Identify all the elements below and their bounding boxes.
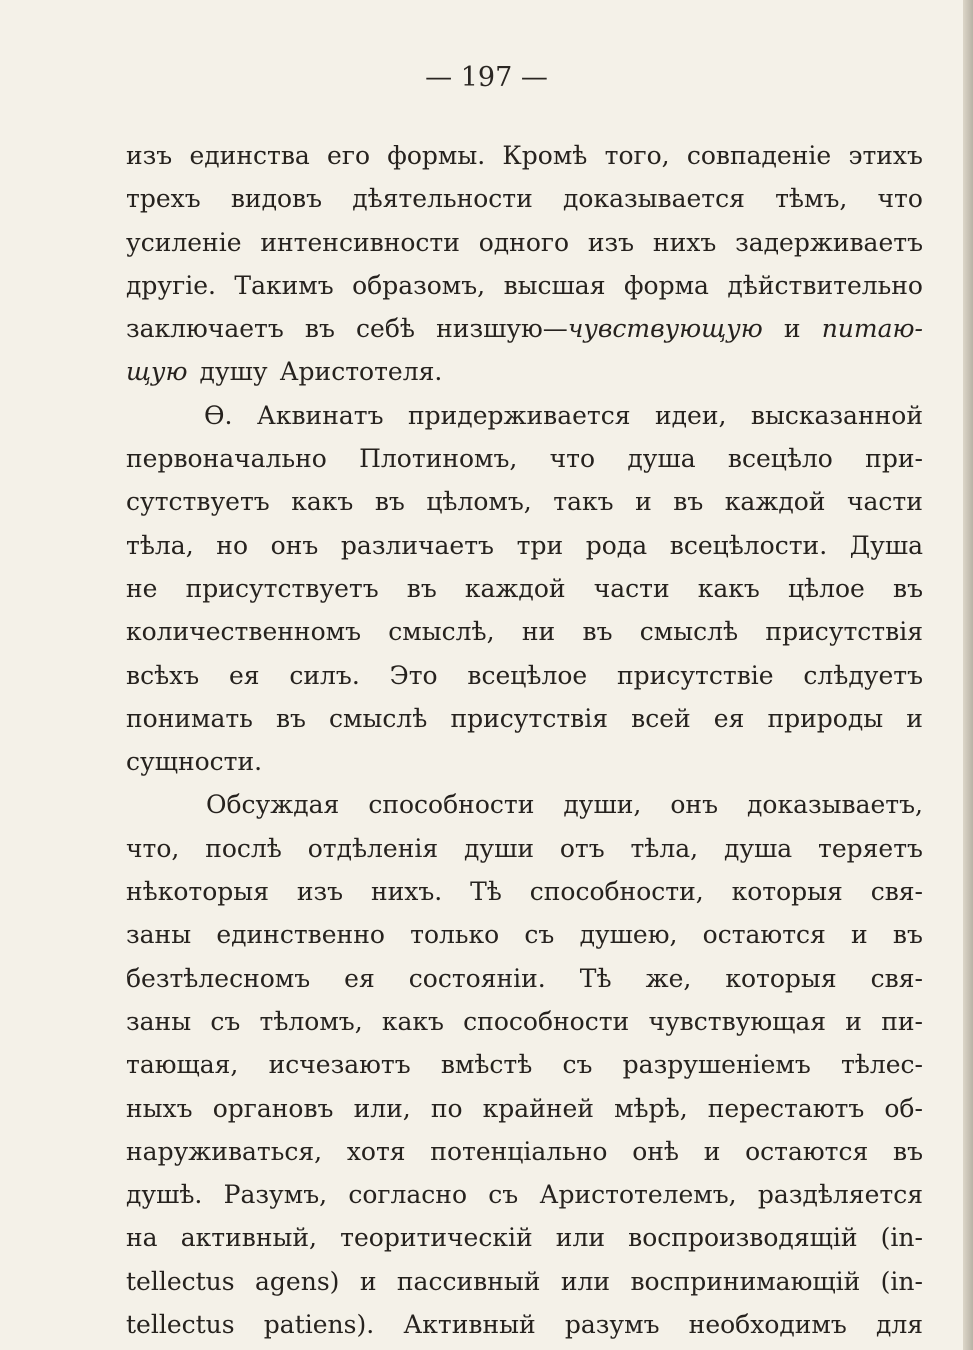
text-line bbox=[126, 1087, 923, 1130]
word: остаются bbox=[745, 1136, 869, 1166]
word: для bbox=[875, 1310, 923, 1340]
word: въ bbox=[673, 487, 704, 517]
word: только bbox=[410, 920, 500, 950]
word-group bbox=[436, 307, 763, 350]
word: доказываетъ, bbox=[747, 790, 923, 820]
word: разумъ bbox=[564, 1310, 660, 1340]
word: свя- bbox=[870, 963, 923, 993]
word: способности bbox=[368, 790, 535, 820]
word: крайней bbox=[482, 1093, 594, 1123]
word: онѣ bbox=[632, 1136, 679, 1166]
word: отъ bbox=[559, 833, 605, 863]
word: или bbox=[555, 1223, 605, 1253]
word: части bbox=[593, 573, 670, 603]
word: количественномъ bbox=[126, 617, 361, 647]
word: и bbox=[359, 1266, 377, 1296]
word: об- bbox=[884, 1093, 923, 1123]
text-line bbox=[126, 1000, 923, 1043]
text-line bbox=[126, 740, 923, 783]
word: сутствуетъ bbox=[126, 487, 270, 517]
text-line bbox=[126, 783, 923, 826]
word: по bbox=[430, 1093, 463, 1123]
text-line bbox=[126, 134, 923, 177]
word: Тѣ bbox=[579, 963, 612, 993]
word: нѣкоторыя bbox=[126, 877, 269, 907]
word: силъ. bbox=[289, 660, 360, 690]
word: въ bbox=[275, 703, 306, 733]
word: понимать bbox=[126, 703, 253, 733]
word: Аквинатъ bbox=[256, 400, 384, 430]
word: заключаетъ bbox=[126, 314, 284, 344]
word: слѣдуетъ bbox=[803, 660, 923, 690]
word: изъ bbox=[296, 877, 344, 907]
word: воспринимающій bbox=[630, 1266, 861, 1296]
word: способности, bbox=[529, 877, 704, 907]
word: въ bbox=[582, 617, 613, 647]
text-line bbox=[126, 1130, 923, 1173]
text-line bbox=[126, 394, 923, 437]
word: души bbox=[464, 833, 535, 863]
word: активный, bbox=[180, 1223, 318, 1253]
word: чувствующая bbox=[648, 1006, 827, 1036]
word: или bbox=[560, 1266, 611, 1296]
text-line bbox=[126, 1260, 923, 1303]
word: и bbox=[635, 487, 652, 517]
word: состояніи. bbox=[408, 963, 546, 993]
word: единственно bbox=[216, 920, 385, 950]
word: и bbox=[851, 920, 868, 950]
word: tellectus bbox=[126, 1310, 235, 1340]
word: этихъ bbox=[848, 141, 923, 170]
word: дѣятельности bbox=[352, 184, 533, 214]
word: идеи, bbox=[654, 400, 727, 430]
word: patiens). bbox=[263, 1310, 375, 1340]
word: ни bbox=[521, 617, 556, 647]
word: заны bbox=[126, 920, 192, 950]
word: природы bbox=[767, 703, 884, 733]
text-line bbox=[126, 913, 923, 956]
word: безтѣлесномъ bbox=[126, 963, 311, 993]
word: (in- bbox=[880, 1223, 923, 1253]
word: Плотиномъ, bbox=[359, 444, 518, 474]
text-line bbox=[126, 177, 923, 220]
word: видовъ bbox=[230, 184, 323, 214]
word: же, bbox=[645, 963, 692, 993]
word: присутствія bbox=[765, 617, 923, 647]
word: образомъ, bbox=[352, 270, 486, 300]
word: онъ bbox=[270, 530, 319, 560]
text-line bbox=[126, 480, 923, 523]
word: части bbox=[846, 487, 923, 517]
word: органовъ bbox=[212, 1093, 334, 1123]
text-line bbox=[126, 1303, 923, 1346]
word: форма bbox=[623, 270, 709, 300]
word: и bbox=[783, 314, 801, 344]
word: свя- bbox=[870, 877, 923, 907]
word: воспроизводящій bbox=[628, 1223, 858, 1253]
word: душею, bbox=[579, 920, 678, 950]
word: Разумъ, bbox=[223, 1180, 328, 1210]
word: тѣломъ, bbox=[259, 1006, 363, 1036]
word: способности bbox=[463, 1006, 630, 1036]
word: какъ bbox=[291, 487, 354, 517]
word: изъ bbox=[126, 141, 173, 170]
word: душѣ. bbox=[126, 1180, 203, 1210]
italic-word: питаю- bbox=[821, 314, 923, 344]
word: (in- bbox=[880, 1266, 923, 1296]
page-edge bbox=[963, 0, 973, 1350]
word: смыслѣ, bbox=[388, 617, 495, 647]
word: души, bbox=[563, 790, 642, 820]
word: нихъ. bbox=[370, 877, 443, 907]
word: изъ bbox=[587, 227, 635, 257]
italic-word: чувствующую bbox=[567, 314, 763, 344]
word: исчезаютъ bbox=[268, 1050, 411, 1080]
word: какъ bbox=[381, 1006, 444, 1036]
word: согласно bbox=[348, 1180, 467, 1210]
word: ныхъ bbox=[126, 1093, 193, 1123]
word: не bbox=[126, 573, 158, 603]
word: Ѳ. bbox=[204, 400, 233, 430]
word: тѣла, bbox=[126, 530, 194, 560]
word: въ bbox=[893, 1136, 923, 1166]
text-line bbox=[126, 957, 923, 1000]
word: tellectus bbox=[126, 1266, 235, 1296]
word: въ bbox=[374, 487, 405, 517]
word: усиленіе bbox=[126, 227, 242, 257]
word: Аристотелемъ, bbox=[539, 1180, 737, 1210]
word: другіе. bbox=[126, 270, 216, 300]
word: сущности. bbox=[126, 747, 263, 777]
word: теоритическій bbox=[340, 1223, 533, 1253]
word: и bbox=[845, 1006, 862, 1036]
word: вмѣстѣ bbox=[440, 1050, 533, 1080]
word: пи- bbox=[881, 1006, 923, 1036]
word: душа bbox=[723, 833, 793, 863]
word: но bbox=[216, 530, 248, 560]
text-line bbox=[126, 307, 923, 350]
word: тѣмъ, bbox=[775, 184, 848, 214]
word: единства bbox=[189, 141, 310, 170]
word: первоначально bbox=[126, 444, 327, 474]
word: всецѣлое bbox=[467, 660, 588, 690]
text-line bbox=[126, 221, 923, 264]
word: совпаденіе bbox=[686, 141, 832, 170]
word: душу bbox=[199, 357, 268, 387]
text-line bbox=[126, 827, 923, 870]
word: необходимъ bbox=[688, 1310, 847, 1340]
word: смыслѣ bbox=[329, 703, 428, 733]
word: которыя bbox=[731, 877, 843, 907]
word: въ bbox=[406, 573, 437, 603]
word: каждой bbox=[464, 573, 566, 603]
text-line bbox=[126, 654, 923, 697]
word: и bbox=[906, 703, 923, 733]
word: наруживаться, bbox=[126, 1136, 323, 1166]
italic-word: щую bbox=[126, 357, 188, 387]
word: съ bbox=[562, 1050, 593, 1080]
word: ея bbox=[344, 963, 375, 993]
word: такъ bbox=[553, 487, 614, 517]
word: онъ bbox=[670, 790, 718, 820]
word: высказанной bbox=[750, 400, 923, 430]
text-line bbox=[126, 1173, 923, 1216]
word: тѣла, bbox=[630, 833, 699, 863]
text-line bbox=[126, 264, 923, 307]
word: Такимъ bbox=[234, 270, 334, 300]
word: тѣлес- bbox=[840, 1050, 923, 1080]
word: всецѣлости. bbox=[669, 530, 828, 560]
word: Обсуждая bbox=[206, 790, 340, 820]
word: Кромѣ bbox=[502, 141, 588, 170]
word: различаетъ bbox=[340, 530, 494, 560]
word: съ bbox=[210, 1006, 241, 1036]
word: отдѣленія bbox=[307, 833, 439, 863]
word: себѣ bbox=[356, 314, 415, 344]
word: присутствіе bbox=[617, 660, 774, 690]
word: заны bbox=[126, 1006, 192, 1036]
text-line bbox=[126, 870, 923, 913]
word: формы. bbox=[387, 141, 486, 170]
word: высшая bbox=[503, 270, 606, 300]
word: тающая, bbox=[126, 1050, 239, 1080]
word: придерживается bbox=[407, 400, 631, 430]
word: ея bbox=[713, 703, 745, 733]
word: что bbox=[877, 184, 923, 214]
word: въ bbox=[304, 314, 335, 344]
word: всецѣло bbox=[727, 444, 833, 474]
word: присутствія bbox=[450, 703, 609, 733]
word: душа bbox=[627, 444, 696, 474]
word: Аристотеля. bbox=[279, 357, 443, 387]
word: рода bbox=[585, 530, 648, 560]
body-text bbox=[126, 134, 923, 1346]
word: что bbox=[549, 444, 596, 474]
word: въ bbox=[893, 573, 923, 603]
word: одного bbox=[478, 227, 570, 257]
word: присутствуетъ bbox=[185, 573, 379, 603]
word: пассивный bbox=[396, 1266, 541, 1296]
word: съ bbox=[524, 920, 555, 950]
word: задерживаетъ bbox=[735, 227, 923, 257]
word: дѣйствительно bbox=[727, 270, 923, 300]
word: или, bbox=[353, 1093, 411, 1123]
text-line bbox=[126, 567, 923, 610]
word: съ bbox=[488, 1180, 519, 1210]
word: на bbox=[126, 1223, 158, 1253]
word: смыслѣ bbox=[639, 617, 739, 647]
word: что, bbox=[126, 833, 180, 863]
word: каждой bbox=[724, 487, 826, 517]
word: цѣломъ, bbox=[426, 487, 532, 517]
word: того, bbox=[604, 141, 670, 170]
text-line bbox=[126, 610, 923, 653]
word: три bbox=[516, 530, 564, 560]
word: въ bbox=[892, 920, 923, 950]
word: мѣрѣ, bbox=[614, 1093, 688, 1123]
word: нихъ bbox=[652, 227, 717, 257]
word: его bbox=[327, 141, 370, 170]
word: перестаютъ bbox=[707, 1093, 865, 1123]
word: agens) bbox=[255, 1266, 340, 1296]
word: какъ bbox=[697, 573, 760, 603]
word: которыя bbox=[725, 963, 837, 993]
word: Это bbox=[389, 660, 438, 690]
text-line bbox=[126, 437, 923, 480]
word: интенсивности bbox=[260, 227, 460, 257]
word: низшую— bbox=[436, 314, 568, 344]
word: потенціально bbox=[430, 1136, 608, 1166]
word: всѣхъ bbox=[126, 660, 200, 690]
word: раздѣляется bbox=[757, 1180, 923, 1210]
word: послѣ bbox=[205, 833, 282, 863]
word: цѣлое bbox=[787, 573, 865, 603]
word: разрушеніемъ bbox=[622, 1050, 811, 1080]
text-line bbox=[126, 350, 923, 393]
word: доказывается bbox=[563, 184, 745, 214]
word: Тѣ bbox=[470, 877, 502, 907]
text-line bbox=[126, 1216, 923, 1259]
word: теряетъ bbox=[818, 833, 923, 863]
word: трехъ bbox=[126, 184, 201, 214]
word: и bbox=[703, 1136, 721, 1166]
word: Активный bbox=[403, 1310, 536, 1340]
word: при- bbox=[865, 444, 923, 474]
text-line bbox=[126, 524, 923, 567]
word: всей bbox=[631, 703, 691, 733]
text-line bbox=[126, 1043, 923, 1086]
word: остаются bbox=[702, 920, 826, 950]
word: хотя bbox=[346, 1136, 406, 1166]
text-line bbox=[126, 697, 923, 740]
word: ея bbox=[228, 660, 260, 690]
word: Душа bbox=[849, 530, 923, 560]
page-number: — 197 — bbox=[425, 62, 548, 93]
